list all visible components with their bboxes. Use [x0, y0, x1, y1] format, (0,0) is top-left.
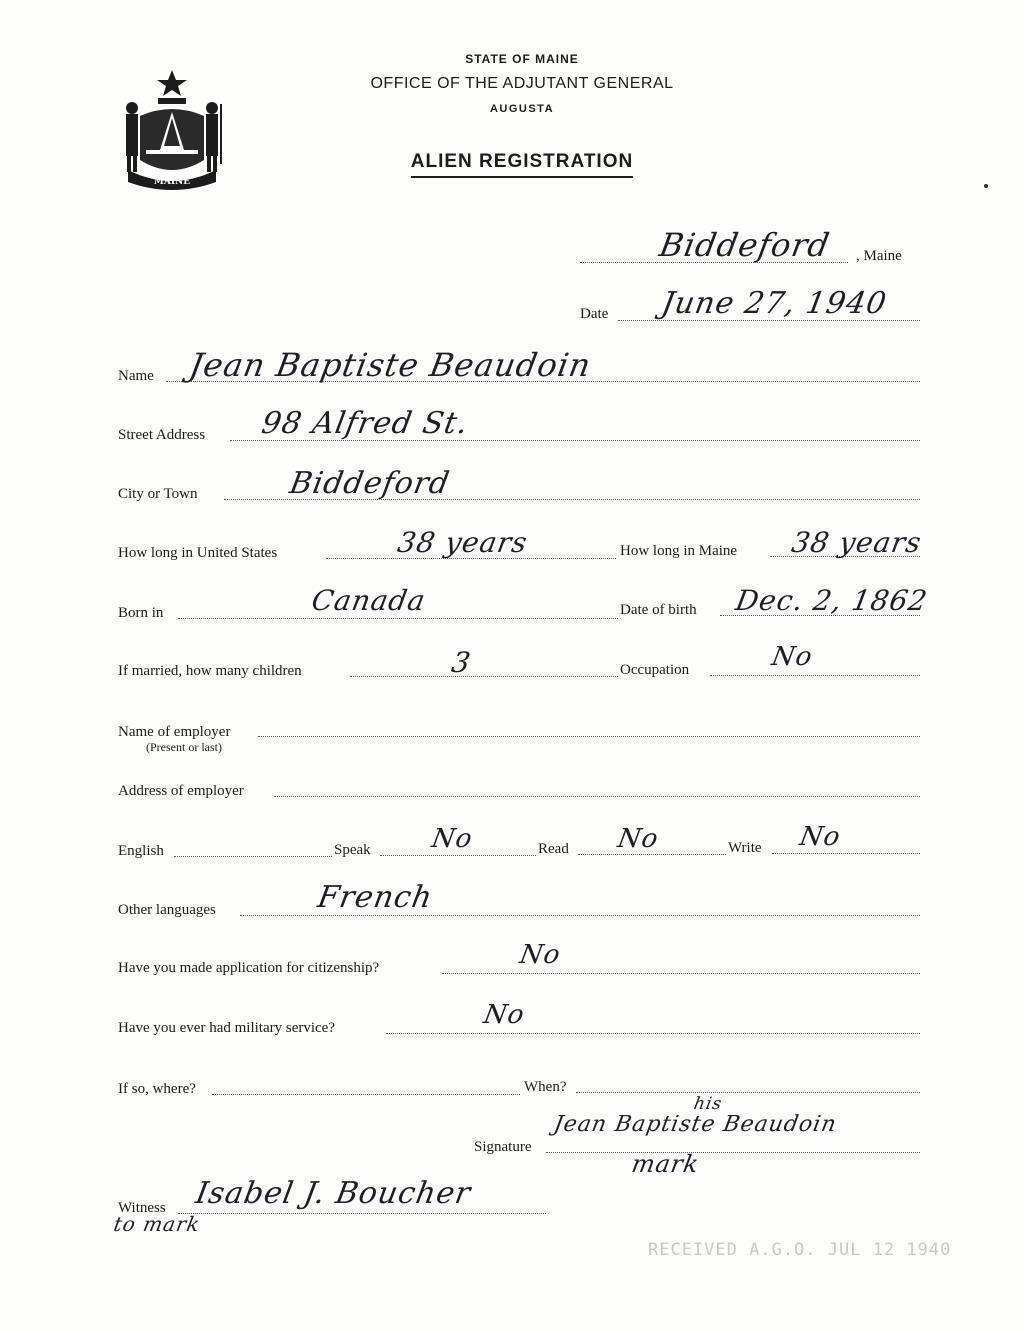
- city-label: City or Town: [118, 486, 198, 502]
- born-value: Canada: [309, 584, 429, 617]
- dob-label: Date of birth: [620, 602, 697, 618]
- header-city: AUGUSTA: [489, 103, 555, 115]
- signature-label: Signature: [474, 1139, 532, 1155]
- occupation-label: Occupation: [620, 662, 690, 678]
- citizenship-value: No: [517, 940, 564, 970]
- witness-value: Isabel J. Boucher: [192, 1176, 474, 1211]
- dob-value: Dec. 2, 1862: [733, 584, 931, 617]
- maine-value: 38 years: [789, 526, 925, 559]
- read-line: [578, 854, 726, 855]
- occupation-line: [710, 675, 920, 676]
- header-office: OFFICE OF THE ADJUTANT GENERAL: [370, 75, 674, 92]
- witness-label: Witness: [118, 1200, 166, 1216]
- children-line: [350, 676, 618, 677]
- write-value: No: [797, 822, 844, 852]
- other-lang-value: French: [314, 880, 436, 915]
- born-line: [178, 618, 618, 619]
- speak-line: [380, 855, 536, 856]
- speak-value: No: [429, 824, 476, 854]
- date-value: June 27, 1940: [658, 286, 890, 321]
- english-label: English: [118, 843, 164, 859]
- employer-label: Name of employer: [118, 724, 231, 740]
- header-state: STATE OF MAINE: [465, 52, 579, 66]
- name-label: Name: [118, 368, 154, 384]
- employer-line: [258, 736, 920, 737]
- occupation-value: No: [769, 642, 816, 672]
- signature-value: Jean Baptiste Beaudoin: [551, 1112, 839, 1137]
- witness-note: to mark: [111, 1212, 203, 1236]
- citizenship-label: Have you made application for citizenship?: [118, 960, 380, 976]
- other-lang-label: Other languages: [118, 902, 216, 918]
- children-label: If married, how many children: [118, 663, 302, 679]
- name-value: Jean Baptiste Beaudoin: [186, 346, 595, 384]
- when-line: [576, 1092, 920, 1093]
- signature-line: [546, 1152, 920, 1153]
- maine-label: How long in Maine: [620, 543, 738, 559]
- signature-his: his: [692, 1094, 724, 1114]
- speck: [984, 184, 988, 188]
- citizenship-line: [442, 973, 920, 974]
- us-value: 38 years: [395, 526, 531, 559]
- witness-line: [178, 1213, 546, 1214]
- place-suffix: , Maine: [856, 248, 902, 264]
- emp-address-label: Address of employer: [118, 783, 244, 799]
- write-label: Write: [728, 840, 762, 856]
- write-line: [772, 853, 920, 854]
- date-label: Date: [580, 306, 609, 322]
- emp-address-line: [274, 796, 920, 797]
- svg-text:MAINE: MAINE: [153, 177, 191, 187]
- born-label: Born in: [118, 605, 164, 621]
- where-label: If so, where?: [118, 1081, 196, 1097]
- military-label: Have you ever had military service?: [118, 1020, 335, 1036]
- military-value: No: [481, 1000, 528, 1030]
- where-line: [212, 1094, 520, 1095]
- other-lang-line: [240, 915, 920, 916]
- us-label: How long in United States: [118, 545, 278, 561]
- employer-sub: (Present or last): [146, 740, 222, 754]
- children-value: 3: [449, 646, 474, 679]
- speak-label: Speak: [334, 842, 371, 858]
- signature-mark: mark: [629, 1150, 702, 1178]
- read-label: Read: [538, 841, 569, 857]
- military-line: [386, 1033, 920, 1034]
- street-label: Street Address: [118, 427, 206, 443]
- form-title: ALIEN REGISTRATION: [10, 151, 1024, 173]
- read-value: No: [615, 824, 662, 854]
- english-line: [174, 856, 332, 857]
- street-value: 98 Alfred St.: [258, 406, 472, 441]
- when-label: When?: [524, 1079, 567, 1095]
- place-value: Biddeford: [656, 226, 833, 264]
- received-stamp: RECEIVED A.G.O. JUL 12 1940: [648, 1240, 952, 1260]
- city-value: Biddeford: [286, 466, 453, 501]
